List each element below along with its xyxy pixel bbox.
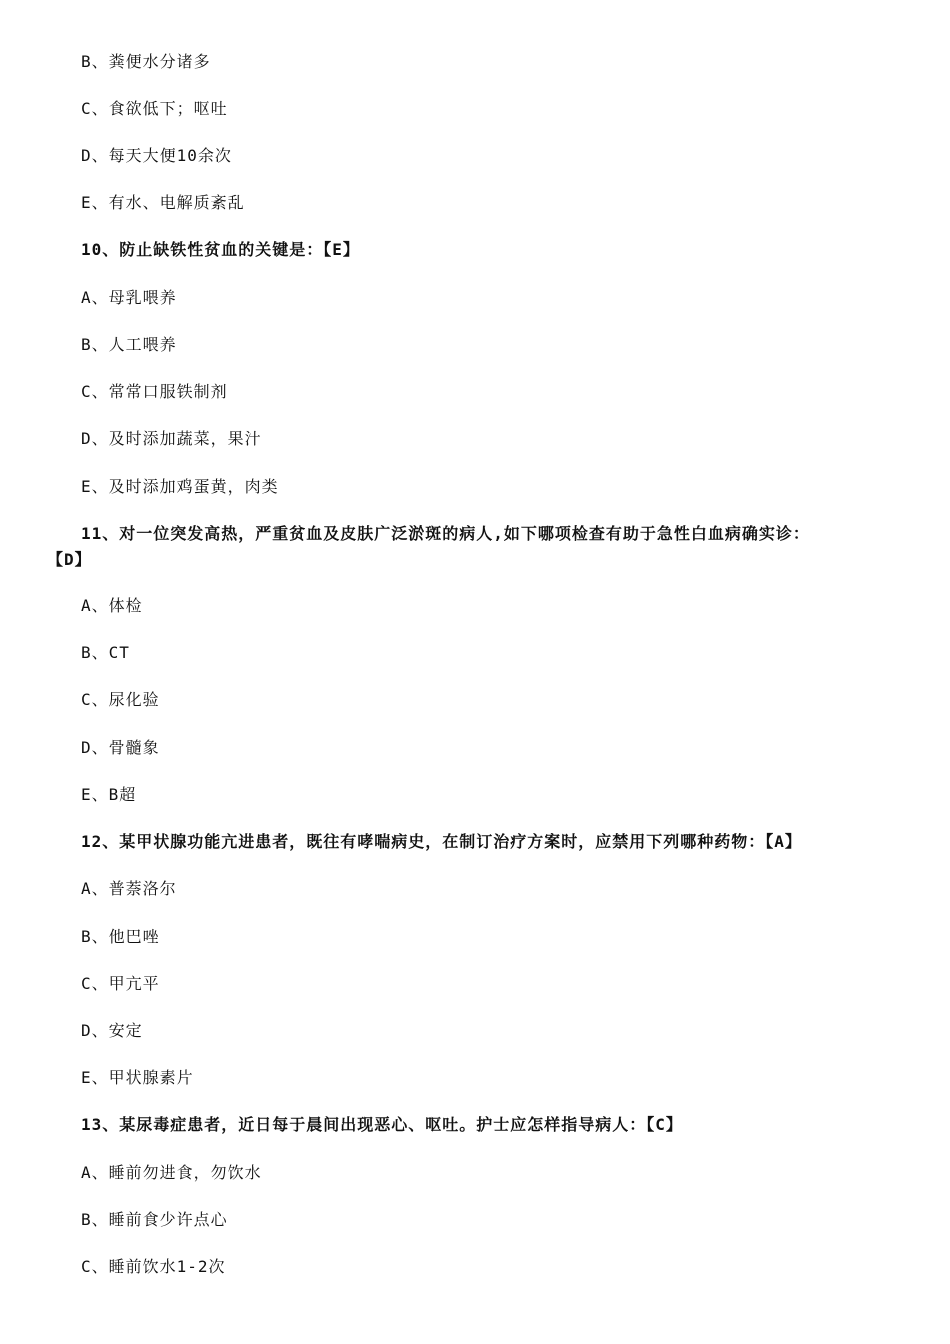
option-10d: D、及时添加蔬菜，果汁 [81, 429, 262, 448]
option-11d: D、骨髓象 [81, 738, 160, 757]
option-11e: E、B超 [81, 785, 137, 804]
option-10b: B、人工喂养 [81, 335, 177, 354]
option-10c: C、常常口服铁制剂 [81, 382, 228, 401]
question-11: 11、对一位突发高热，严重贫血及皮肤广泛淤斑的病人,如下哪项检查有助于急性白血病确实诊： [81, 524, 810, 543]
option-9d: D、每天大便10余次 [81, 146, 232, 165]
option-10a: A、母乳喂养 [81, 288, 177, 307]
option-12e: E、甲状腺素片 [81, 1068, 194, 1087]
option-11c: C、尿化验 [81, 690, 160, 709]
option-10e: E、及时添加鸡蛋黄，肉类 [81, 477, 279, 496]
option-12b: B、他巴唑 [81, 927, 160, 946]
question-11-answer: 【D】 [47, 550, 92, 569]
option-11a: A、体检 [81, 596, 143, 615]
option-13c: C、睡前饮水1-2次 [81, 1257, 226, 1276]
question-13: 13、某尿毒症患者，近日每于晨间出现恶心、呕吐。护士应怎样指导病人：【C】 [81, 1115, 683, 1134]
question-10: 10、防止缺铁性贫血的关键是：【E】 [81, 240, 360, 259]
option-9e: E、有水、电解质紊乱 [81, 193, 245, 212]
option-11b: B、CT [81, 643, 130, 662]
question-12: 12、某甲状腺功能亢进患者，既往有哮喘病史，在制订治疗方案时，应禁用下列哪种药物：【A】 [81, 832, 802, 851]
option-9b: B、粪便水分诸多 [81, 52, 211, 71]
option-12d: D、安定 [81, 1021, 143, 1040]
option-12a: A、普萘洛尔 [81, 879, 177, 898]
option-13a: A、睡前勿进食，勿饮水 [81, 1163, 262, 1182]
option-9c: C、食欲低下；呕吐 [81, 99, 228, 118]
option-13b: B、睡前食少许点心 [81, 1210, 228, 1229]
option-12c: C、甲亢平 [81, 974, 160, 993]
